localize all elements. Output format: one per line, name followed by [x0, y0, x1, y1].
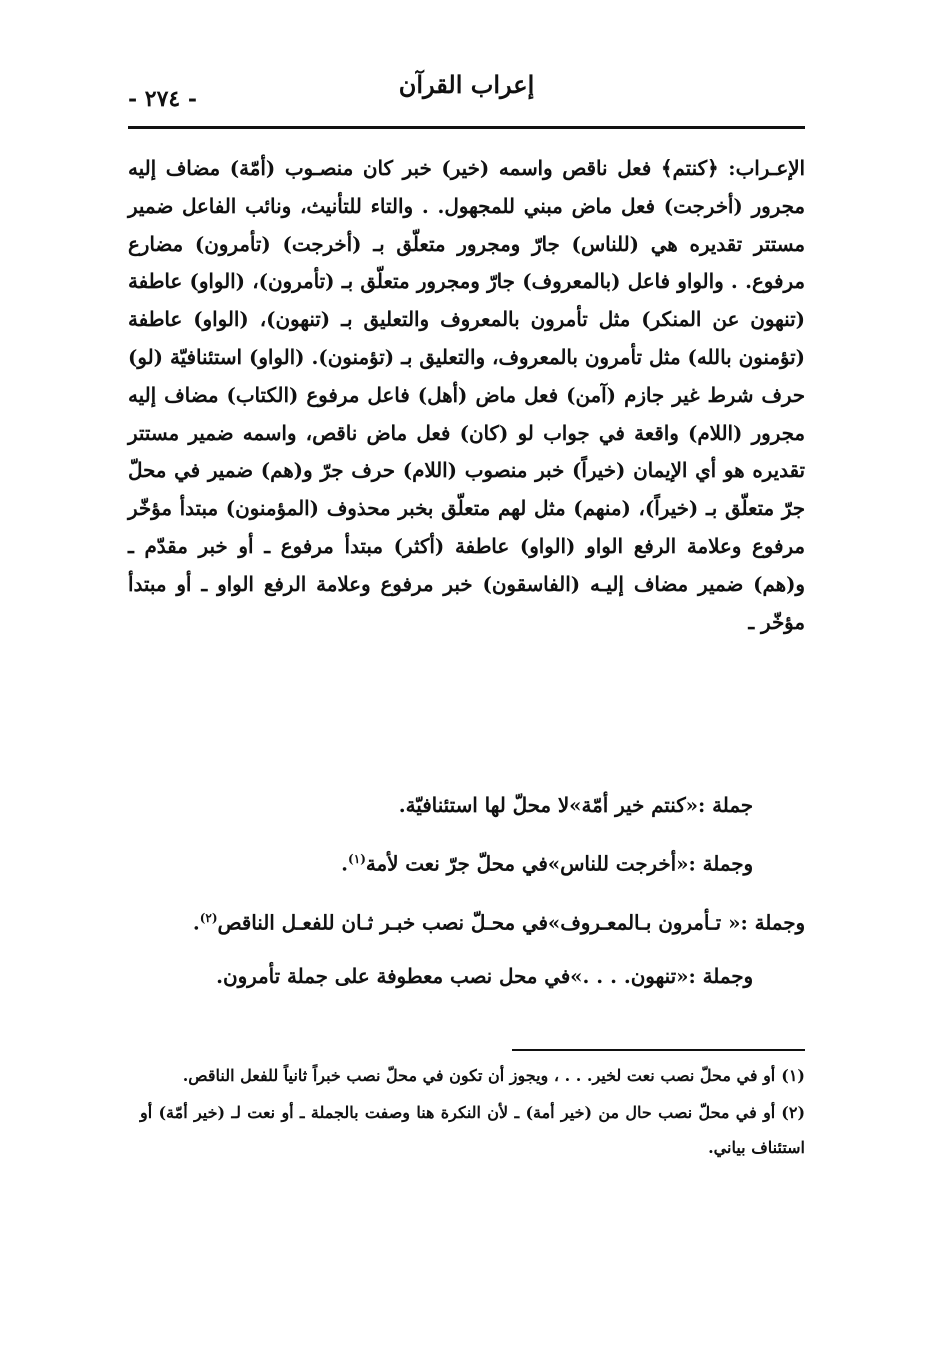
sentence-1: [128, 786, 805, 824]
footnote-ref[interactable]: (١): [348, 852, 366, 866]
sentence-label: وجملة :: [688, 964, 753, 989]
sentence-label: جملة :: [697, 793, 753, 817]
sentence-list: [128, 786, 805, 1011]
sentence-end: .: [341, 851, 349, 876]
sentence-end: .: [192, 910, 200, 935]
footnote-ref[interactable]: (٢): [199, 910, 218, 925]
sentence-3: [128, 899, 805, 942]
irab-analysis: [128, 150, 805, 641]
footnote-text: أو في محلّ نصب حال من (خير أمة) ـ لأن النكرة هنا وصفت بالجملة ـ أو نعت لـ (خير أمّة) أو استئناف بياني.: [140, 1103, 805, 1157]
footnote-rule: [512, 1049, 805, 1051]
sentence-2: [128, 840, 805, 883]
sentence-label: وجملة :: [740, 910, 805, 935]
header-rule: [128, 126, 805, 129]
sentence-text: « تـأمرون بـالمعـروف»في محـلّ نصب خبـر ثـان للفعـل الناقص: [217, 910, 741, 935]
footnote-1: [140, 1058, 805, 1093]
page-number: - ٢٧٤ -: [128, 86, 198, 112]
book-title: إعراب القرآن: [398, 70, 535, 99]
footnotes: [140, 1058, 805, 1167]
footnote-text: أو في محلّ نصب نعت لخير. . . ، ويجوز أن تكون في محلّ نصب خبراً ثانياً للفعل الناقص.: [182, 1066, 776, 1085]
footnote-number: (١): [781, 1066, 805, 1085]
footnote-number: (٢): [781, 1103, 806, 1122]
sentence-text: «تنهون. . . .»في محل نصب معطوفة على جملة تأمرون.: [216, 964, 689, 989]
sentence-text: «كنتم خير أمّة»لا محلّ لها استئنافيّة.: [398, 793, 698, 817]
irab-paragraph: الإعـراب: ﴿كنتم﴾ فعل ناقص واسمه (خير) خبر كان منصـوب (أمّة) مضاف إليه مجرور (أخرجت) فعل ماض مبني للمجهول. . والتاء للتأنيث، ونائب الفاعل ضمير مستتر تقديره هي (للناس) جارّ ومجرور متعلّق بـ (أخرجت) (تأمرون) مضارع مرفوع. . والواو فاعل (بالمعروف) جارّ ومجرور متعلّق بـ (تأمرون)، (الواو) عاطفة (تنهون عن المنكر) مثل تأمرون بالمعروف والتعليق بـ (تنهون)، (الواو) عاطفة (تؤمنون بالله) مثل تأمرون بالمعروف، والتعليق بـ (تؤمنون). (الواو) استئنافيّة (لو) حرف شرط غير جازم (آمن) فعل ماض (أهل) فاعل مرفوع (الكتاب) مضاف إليه مجرور (اللام) واقعة في جواب لو (كان) فعل ماض ناقص، واسمه ضمير مستتر تقديره هو أي الإيمان (خيراً) خبر منصوب (اللام) حرف جرّ و(هم) ضمير في محلّ جرّ متعلّق بـ (خيراً)، (منهم) مثل لهم متعلّق بخبر محذوف (المؤمنون) مبتدأ مؤخّر مرفوع وعلامة الرفع الواو (الواو) عاطفة (أكثر) مبتدأ مرفوع ـ أو خبر مقدّم ـ و(هم) ضمير مضاف إليـه (الفاسقون) خبر مرفوع وعلامة الرفع الواو ـ أو مبتدأ مؤخّر ـ: [128, 156, 805, 634]
running-header: [128, 62, 805, 112]
sentence-text: «أخرجت للناس»في محلّ جرّ نعت لأمة: [365, 851, 689, 876]
sentence-label: وجملة :: [688, 851, 753, 876]
footnote-2: [140, 1095, 805, 1165]
sentence-4: [128, 957, 805, 995]
